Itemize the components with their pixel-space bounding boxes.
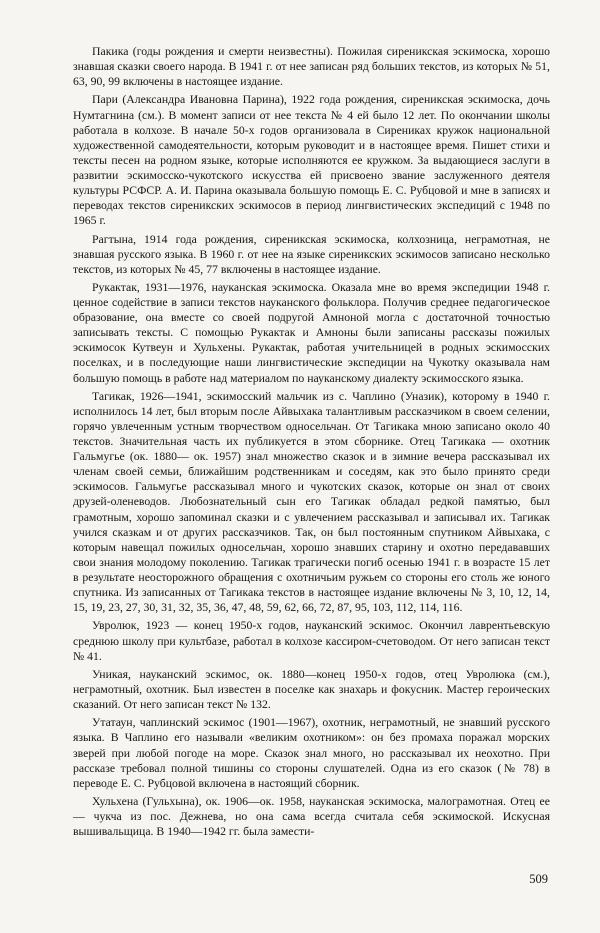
entry-hulhena: Хульхена (Гульхына), ок. 1906—ок. 1958, науканская эскимоска, малограмотная. Отец ее — чукча из пос. Дежнева, но она сама всегда считала себя эскимоской. Искусная вышивальщица. В 1940—1942 гг. была замести- bbox=[73, 795, 550, 839]
page-body bbox=[73, 44, 550, 842]
entry-uvrolyuk: Увролюк, 1923 — конец 1950-х годов, науканский эскимос. Окончил лаврентьевскую среднюю школу при культбазе, работал в колхозе кассиром-счетоводом. От него записан текст № 41. bbox=[73, 619, 550, 663]
entry-ragtyna: Рагтына, 1914 года рождения, сиреникская эскимоска, колхозница, неграмотная, не знавшая русского языка. В 1960 г. от нее на языке сиреникских эскимосов записано несколько текстов, из которых № 45, 77 включены в настоящее издание. bbox=[73, 232, 550, 276]
entry-pakika: Пакика (годы рождения и смерти неизвестны). Пожилая сиреникская эскимоска, хорошо знавшая сказки своего народа. В 1941 г. от нее записан ряд больших текстов, из которых № 51, 63, 90, 99 включены в настоящее издание. bbox=[73, 45, 550, 89]
page-number: 509 bbox=[529, 872, 548, 886]
entry-rukaktak: Рукактак, 1931—1976, науканская эскимоска. Оказала мне во время экспедиции 1948 г. ценное содействие в записи текстов науканского фольклора. Получив среднее педагогическое образование, она вместе со своей подругой Амноной могла с достаточной точностью записывать тексты. С помощью Рукактак и Амноны были записаны рассказы пожилых эскимосок Кутвеун и Хульхены. Рукактак, работая учительницей в родных эскимосских поселках, и в последующие наши лингвистические экспедиции на Чукотку оказывала нам большую помощь в работе над материалом по науканскому диалекту эскимосского языка. bbox=[73, 280, 550, 385]
entry-pari: Пари (Александра Ивановна Парина), 1922 года рождения, сиреникская эскимоска, дочь Нумтагнина (см.). В момент записи от нее текста № 4 ей было 12 лет. По окончании школы работала в колхозе. В начале 50-х годов организовала в Сирениках кружок национальной художественной самодеятельности, которым руководит и в настоящее время. Пишет стихи и тексты песен на родном языке, которые исполняются ее кружком. За выдающиеся заслуги в развитии эскимосско-чукотского искусства ей присвоено звание заслуженного деятеля культуры РСФСР. А. И. Парина оказывала большую помощь Е. С. Рубцовой и мне в записях и переводах текстов сиреникских эскимосов в период лингвистических экспедиций с 1948 по 1965 г. bbox=[73, 93, 550, 228]
entry-unikaya: Уникая, науканский эскимос, ок. 1880—конец 1950-х годов, отец Увролюка (см.), неграмотный, охотник. Был известен в поселке как знахарь и фокусник. Мастер героических сказаний. От него записан текст № 132. bbox=[73, 667, 550, 712]
entry-tagikak: Тагикак, 1926—1941, эскимосский мальчик из с. Чаплино (Уназик), которому в 1940 г. исполнилось 14 лет, был вторым после Айвыхака талантливым рассказчиком в своем селении, горячо увлеченным устным творчеством односельчан. От Тагикака мною записано около 40 текстов. Значительная часть их публикуется в этом сборнике. Отец Тагикака — охотник Гальмугье (ок. 1880— ок. 1957) знал множество сказок и в зимние вечера рассказывал их членам своей семьи, ближайшим родственникам и соседям, как это было принято среди эскимосов. Гальмугье рассказывал много и чукотских сказок, которые он знал от своих друзей-оленеводов. Любознательный сын его Тагикак обладал редкой памятью, был грамотным, хорошо запоминал сказки и с увлечением рассказывал и записывал их. Тагикак учился сказкам и от других рассказчиков. Так, он был постоянным спутником Айвыхака, с которым навещал пожилых односельчан, хорошо знавших старину и охотно передававших свои знания молодому поколению. Тагикак трагически погиб осенью 1941 г. в возрасте 15 лет в результате неосторожного обращения с охотничьим ружьем со стороны его столь же юного спутника. Из записанных от Тагикака текстов в настоящее издание включены № 3, 10, 12, 14, 15, 19, 23, 27, 30, 31, 32, 35, 36, 47, 48, 59, 62, 66, 72, 87, 95, 103, 112, 114, 116. bbox=[73, 389, 550, 615]
entry-utataun: Утатаун, чаплинский эскимос (1901—1967), охотник, неграмотный, не знавший русского языка. В Чаплино его называли «великим охотником»: он без промаха поражал морских зверей при любой погоде на море. Сказок знал много, но рассказывал их неохотно. При рассказе требовал полной тишины со стороны слушателей. Одна из его сказок (№ 78) в переводе Е. С. Рубцовой включена в настоящий сборник. bbox=[73, 716, 550, 790]
